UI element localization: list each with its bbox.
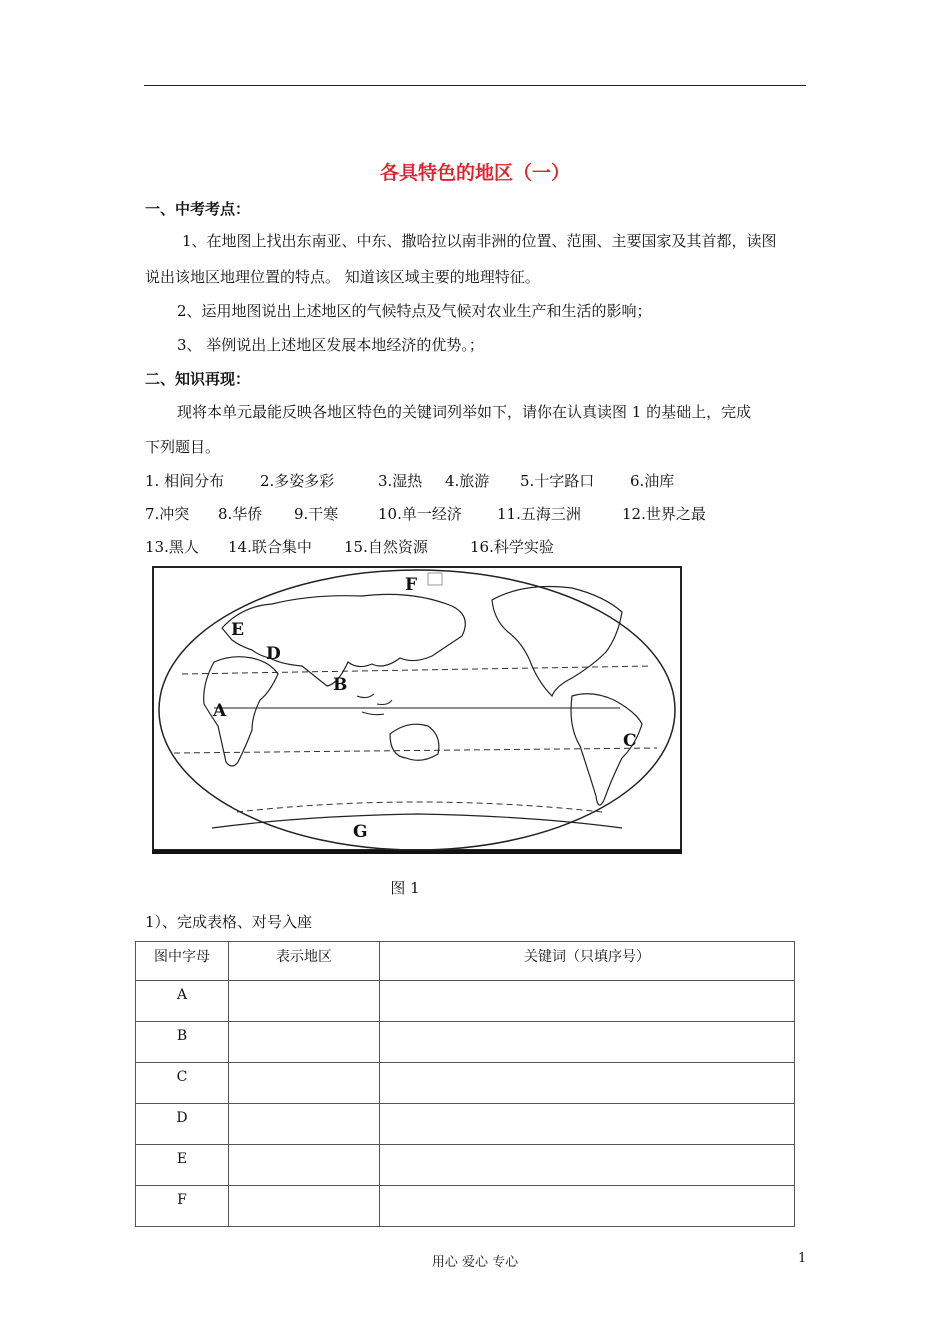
- section2-intro-line1: 现将本单元最能反映各地区特色的关键词列举如下，请你在认真读图 1 的基础上，完成: [177, 403, 752, 421]
- keyword-item: 9.干寒: [294, 505, 339, 523]
- keyword-item: 15.自然资源: [344, 538, 428, 556]
- table-header-row: [136, 942, 795, 981]
- keyword-answer-cell[interactable]: [380, 1104, 795, 1145]
- map-label-b: B: [333, 675, 348, 695]
- region-answer-cell[interactable]: [229, 1063, 380, 1104]
- section1-item1-line2: 说出该地区地理位置的特点。 知道该区域主要的地理特征。: [145, 268, 540, 286]
- table-letter-cell: E: [136, 1145, 229, 1186]
- keyword-item: 5.十字路口: [520, 472, 595, 490]
- table-letter-cell: C: [136, 1063, 229, 1104]
- world-map: [152, 566, 682, 854]
- keyword-item: 8.华侨: [218, 505, 263, 523]
- map-label-e: E: [231, 620, 244, 640]
- table-header-cell: 表示地区: [229, 942, 380, 981]
- map-label-c: C: [623, 731, 637, 751]
- keyword-item: 1. 相间分布: [145, 472, 225, 490]
- region-answer-cell[interactable]: [229, 1022, 380, 1063]
- header-rule: [144, 85, 806, 86]
- table-row: [136, 1022, 795, 1063]
- map-label-g: G: [353, 822, 368, 842]
- section2-heading: 二、知识再现：: [145, 370, 251, 388]
- section1-heading: 一、中考考点：: [145, 200, 251, 218]
- keyword-item: 4.旅游: [445, 472, 490, 490]
- keyword-answer-cell[interactable]: [380, 1063, 795, 1104]
- section1-item1-line1: 1、在地图上找出东南亚、中东、撒哈拉以南非洲的位置、范围、主要国家及其首都，读图: [182, 232, 777, 250]
- region-answer-cell[interactable]: [229, 1104, 380, 1145]
- page-number: 1: [798, 1251, 807, 1266]
- section1-item2: 2、运用地图说出上述地区的气候特点及气候对农业生产和生活的影响；: [177, 302, 652, 320]
- section1-item3: 3、 举例说出上述地区发展本地经济的优势。；: [177, 336, 484, 354]
- page-footer: 用心 爱心 专心: [431, 1255, 519, 1270]
- keyword-item: 13.黑人: [145, 538, 199, 556]
- table-row: [136, 1145, 795, 1186]
- keyword-item: 16.科学实验: [470, 538, 554, 556]
- table-row: [136, 1186, 795, 1227]
- figure-caption: 图 1: [390, 879, 420, 897]
- table-letter-cell: B: [136, 1022, 229, 1063]
- table-row: [136, 1104, 795, 1145]
- keyword-answer-cell[interactable]: [380, 1022, 795, 1063]
- region-answer-cell[interactable]: [229, 1145, 380, 1186]
- table-letter-cell: D: [136, 1104, 229, 1145]
- keyword-answer-cell[interactable]: [380, 1186, 795, 1227]
- table-header-cell: 图中字母: [136, 942, 229, 981]
- keyword-item: 7.冲突: [145, 505, 190, 523]
- region-answer-cell[interactable]: [229, 1186, 380, 1227]
- map-label-a: A: [213, 701, 227, 721]
- keyword-item: 10.单一经济: [378, 505, 462, 523]
- page-title: 各具特色的地区（一）: [379, 162, 570, 184]
- keyword-item: 11.五海三洲: [497, 505, 581, 523]
- keyword-answer-cell[interactable]: [380, 981, 795, 1022]
- map-inset-box: [428, 573, 442, 585]
- keyword-answer-cell[interactable]: [380, 1145, 795, 1186]
- keyword-item: 14.联合集中: [228, 538, 312, 556]
- map-label-f: F: [405, 575, 418, 595]
- keyword-item: 12.世界之最: [622, 505, 706, 523]
- task-instruction: 1）、完成表格、对号入座: [145, 913, 313, 931]
- section2-intro-line2: 下列题目。: [145, 438, 221, 456]
- answer-table: [135, 941, 795, 1227]
- table-header-cell: 关键词（只填序号）: [380, 942, 795, 981]
- map-label-d: D: [266, 644, 281, 664]
- table-row: [136, 1063, 795, 1104]
- table-letter-cell: F: [136, 1186, 229, 1227]
- table-letter-cell: A: [136, 981, 229, 1022]
- table-row: [136, 981, 795, 1022]
- keyword-item: 3.湿热: [378, 472, 423, 490]
- keyword-item: 6.油库: [630, 472, 675, 490]
- keyword-item: 2.多姿多彩: [260, 472, 335, 490]
- region-answer-cell[interactable]: [229, 981, 380, 1022]
